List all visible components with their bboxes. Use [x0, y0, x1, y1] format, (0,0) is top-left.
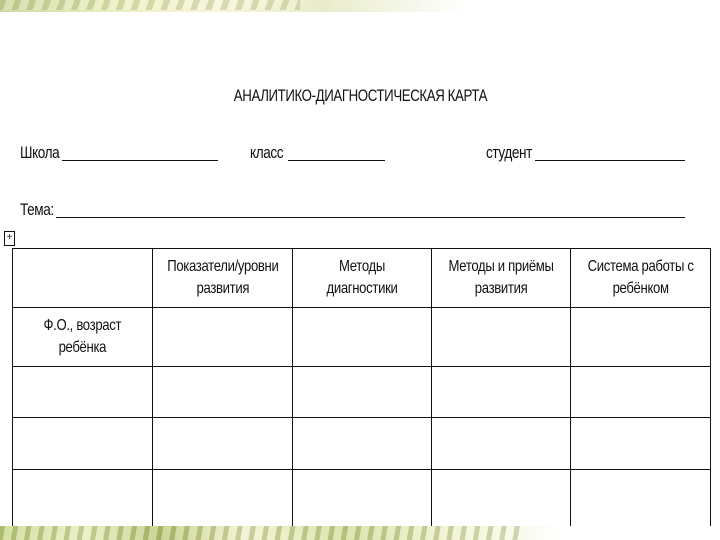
header-indicators-text: Показатели/уровни развития — [166, 258, 279, 297]
diagnostic-table — [12, 248, 711, 530]
decorative-bottom-border — [0, 526, 720, 540]
table-cell[interactable] — [153, 418, 293, 470]
table-cell[interactable] — [571, 367, 711, 418]
class-label: класс — [250, 143, 284, 162]
table-row — [13, 470, 711, 530]
class-field — [250, 143, 292, 163]
header-cell-development-methods — [432, 249, 571, 308]
table-cell[interactable] — [432, 308, 571, 367]
school-label: Школа — [20, 143, 60, 162]
table-cell[interactable] — [153, 367, 293, 418]
table-cell[interactable] — [13, 367, 153, 418]
header-cell-empty — [13, 249, 153, 308]
table-cell[interactable] — [293, 308, 432, 367]
table-cell[interactable] — [293, 418, 432, 470]
table-header-row — [13, 249, 711, 308]
decorative-top-border — [0, 0, 720, 12]
table-cell[interactable] — [293, 470, 432, 530]
table-cell[interactable] — [571, 418, 711, 470]
table-cell[interactable] — [571, 470, 711, 530]
table-cell[interactable] — [153, 308, 293, 367]
table-cell[interactable] — [153, 470, 293, 530]
table-cell[interactable] — [293, 367, 432, 418]
document-title: АНАЛИТИКО-ДИАГНОСТИЧЕСКАЯ КАРТА — [233, 86, 488, 105]
header-cell-diagnostic-methods — [293, 249, 432, 308]
header-development-methods-text: Методы и приёмы развития — [448, 258, 554, 297]
table-cell[interactable] — [13, 470, 153, 530]
topic-label: Тема: — [20, 200, 54, 219]
table-cell[interactable] — [432, 367, 571, 418]
class-blank-line — [288, 160, 385, 161]
header-cell-work-system — [571, 249, 711, 308]
student-label: студент — [486, 143, 532, 162]
table-move-handle[interactable]: + — [4, 231, 15, 246]
table-cell[interactable] — [432, 418, 571, 470]
table-cell[interactable] — [13, 418, 153, 470]
child-name-age-text: Ф.О., возраст ребёнка — [43, 317, 122, 356]
table-row — [13, 308, 711, 367]
table-row — [13, 367, 711, 418]
table-row — [13, 418, 711, 470]
topic-blank-line — [56, 217, 685, 218]
school-blank-line — [62, 160, 218, 161]
header-cell-indicators — [153, 249, 293, 308]
header-work-system-text: Система работы с ребёнком — [587, 258, 694, 297]
student-blank-line — [535, 160, 685, 161]
child-name-age-cell — [13, 308, 153, 367]
table-cell[interactable] — [432, 470, 571, 530]
table-cell[interactable] — [571, 308, 711, 367]
header-diagnostic-methods-text: Методы диагностики — [326, 258, 398, 297]
